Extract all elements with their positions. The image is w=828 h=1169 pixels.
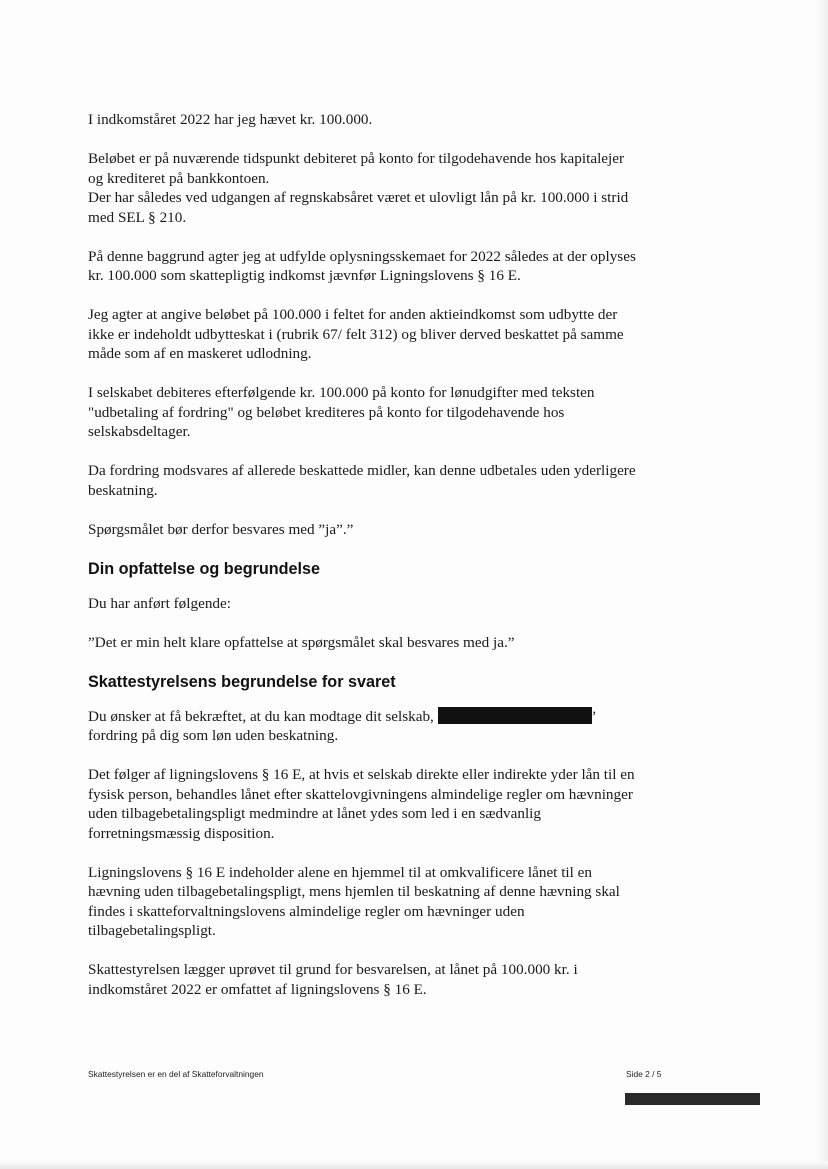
paragraph: Der har således ved udgangen af regnskabsåret været et ulovligt lån på kr. 100.000 i strid med SEL § 210. <box>88 189 629 226</box>
redaction-block <box>438 707 592 724</box>
paragraph: I selskabet debiteres efterfølgende kr. 100.000 på konto for lønudgifter med teksten "udbetaling af fordring" og beløbet krediteres på konto for tilgodehavende hos selskabsdeltager. <box>88 384 595 440</box>
paragraph: Da fordring modsvares af allerede beskattede midler, kan denne udbetales uden yderligere beskatning. <box>88 462 636 499</box>
paragraph-text: Beløbet er på nuværende tidspunkt debiteret på konto for tilgodehavende hos kapitalejer og krediteret på bankkontoen. <box>88 150 625 187</box>
paragraph: På denne baggrund agter jeg at udfylde oplysningsskemaet for 2022 således at der oplyses kr. 100.000 som skattepligtig indkomst jævnfør Ligningslovens § 16 E. <box>88 247 636 284</box>
page-edge-shadow <box>816 0 828 1169</box>
paragraph-text: Du ønsker at få bekræftet, at du kan modtage dit selskab, <box>88 707 438 725</box>
paragraph-text: ’ fordring på dig som løn uden beskatning. <box>88 707 596 744</box>
footer-redaction-block <box>625 1093 760 1105</box>
paragraph: Ligningslovens § 16 E indeholder alene en hjemmel til at omkvalificere lånet til en hævning uden tilbagebetalingspligt, mens hjemlen til beskatning af denne hævning skal findes i skatteforvaltningslovens almindelige regler om hævninger uden tilbagebetalingspligt. <box>88 863 620 939</box>
paragraph: Du har anført følgende: <box>88 594 231 612</box>
paragraph: Spørgsmålet bør derfor besvares med ”ja”.” <box>88 520 354 538</box>
section-heading-opfattelse: Din opfattelse og begrundelse <box>88 559 321 578</box>
paragraph: Jeg agter at angive beløbet på 100.000 i feltet for anden aktieindkomst som udbytte der ikke er indeholdt udbytteskat i (rubrik 67/ felt 312) og bliver derved beskattet på samme måde som af en maskeret udlodning. <box>88 306 624 362</box>
footer-page-number: Side 2 / 5 <box>626 1069 662 1079</box>
footer-organisation: Skattestyrelsen er en del af Skatteforvaltningen <box>88 1069 264 1079</box>
paragraph <box>88 707 636 746</box>
document-body <box>88 110 636 1019</box>
paragraph: Det følger af ligningslovens § 16 E, at hvis et selskab direkte eller indirekte yder lån til en fysisk person, behandles lånet efter skattelovgivningens almindelige regler om hævninger uden tilbagebetalingspligt medmindre at lånet ydes som led i en sædvanlig forretningsmæssig disposition. <box>88 766 635 842</box>
section-heading-begrundelse: Skattestyrelsens begrundelse for svaret <box>88 672 396 691</box>
paragraph: ”Det er min helt klare opfattelse at spørgsmålet skal besvares med ja.” <box>88 633 515 651</box>
paragraph: Skattestyrelsen lægger uprøvet til grund for besvarelsen, at lånet på 100.000 kr. i indkomståret 2022 er omfattet af ligningslovens § 16 E. <box>88 961 578 998</box>
paragraph <box>88 149 636 188</box>
page-edge-shadow-bottom <box>0 1161 828 1169</box>
paragraph: I indkomståret 2022 har jeg hævet kr. 100.000. <box>88 111 373 128</box>
